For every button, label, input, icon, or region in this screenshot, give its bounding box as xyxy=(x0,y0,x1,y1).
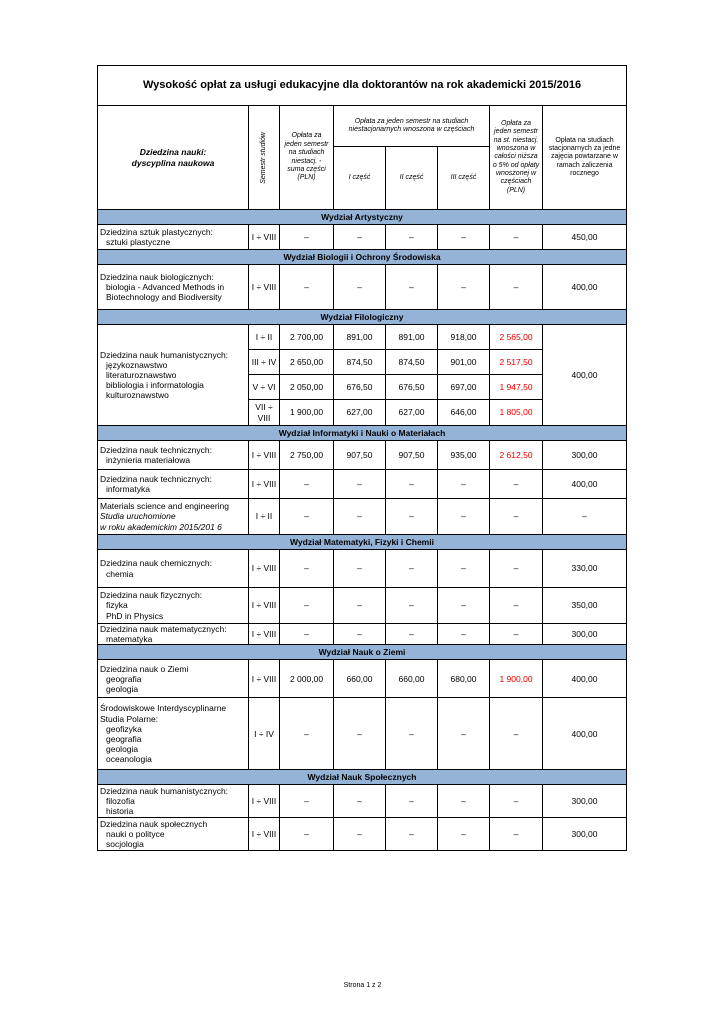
header-field: Dziedzina nauki: dyscyplina naukowa xyxy=(98,106,249,210)
table-row: Środowiskowe Interdyscyplinarne Studia Polarne: geofizyka geografia geologia oceanologia I ÷ IV – – – – – 400,00 xyxy=(98,698,627,770)
faculty-header: Wydział Biologii i Ochrony Środowiska xyxy=(98,250,627,265)
faculty-header: Wydział Nauk Społecznych xyxy=(98,770,627,785)
table-row: Dziedzina nauk humanistycznych: językoznawstwo literaturoznawstwo bibliologia i informatologia kulturoznawstwo I ÷ II 2 700,00 891,00 891,00 918,00 2 565,00 400,00 xyxy=(98,325,627,350)
header-part-1: I część xyxy=(334,147,386,210)
faculty-header: Wydział Informatyki i Nauki o Materiałach xyxy=(98,426,627,441)
header-part-time-total: Opłata za jeden semestr na studiach niestacj. - suma części (PLN) xyxy=(280,106,334,210)
table-row: V ÷ VI 2 050,00 676,50 676,50 697,00 1 947,50 xyxy=(98,375,627,400)
table-row: Dziedzina nauk technicznych: inżynieria materiałowa I ÷ VIII 2 750,00 907,50 907,50 935,00 2 612,50 300,00 xyxy=(98,441,627,470)
header-installments: Opłata za jeden semestr na studiach niestacjonarnych wnoszona w częściach xyxy=(334,106,490,147)
table-row: Materials science and engineering Studia uruchomione w roku akademickim 2015/201 6 I ÷ II – – – – – – xyxy=(98,499,627,535)
table-title: Wysokość opłat za usługi edukacyjne dla doktorantów na rok akademicki 2015/2016 xyxy=(98,66,627,106)
table-row: Dziedzina nauk technicznych: informatyka I ÷ VIII – – – – – 400,00 xyxy=(98,470,627,499)
table-row: Dziedzina nauk chemicznych: chemia I ÷ VIII – – – – – 330,00 xyxy=(98,550,627,588)
header-part-2: II część xyxy=(386,147,438,210)
table-row: Dziedzina nauk matematycznych: matematyka I ÷ VIII – – – – – 300,00 xyxy=(98,624,627,645)
fee-table xyxy=(97,65,627,851)
table-row: Dziedzina nauk o Ziemi geografia geologia I ÷ VIII 2 000,00 660,00 660,00 680,00 1 900,00 400,00 xyxy=(98,660,627,698)
table-row: Dziedzina nauk biologicznych: biologia - Advanced Methods in Biotechnology and Biodiversity I ÷ VIII – – – – – 400,00 xyxy=(98,265,627,310)
faculty-header: Wydział Filologiczny xyxy=(98,310,627,325)
table-row: Dziedzina nauk humanistycznych: filozofia historia I ÷ VIII – – – – – 300,00 xyxy=(98,785,627,818)
table-row: Dziedzina nauk społecznych nauki o polityce socjologia I ÷ VIII – – – – – 300,00 xyxy=(98,818,627,851)
header-part-3: III część xyxy=(438,147,490,210)
faculty-header: Wydział Nauk o Ziemi xyxy=(98,645,627,660)
page-footer: Strona 1 z 2 xyxy=(343,982,382,989)
table-row: Dziedzina sztuk plastycznych: sztuki plastyczne I ÷ VIII – – – – – 450,00 xyxy=(98,225,627,250)
table-row: III ÷ IV 2 650,00 874,50 874,50 901,00 2 517,50 xyxy=(98,350,627,375)
table-row: VII ÷ VIII 1 900,00 627,00 627,00 646,00 1 805,00 xyxy=(98,400,627,426)
header-semester: Semestr studiów xyxy=(249,106,280,210)
header-full-time-repeat: Opłata na studiach stacjonarnych za jedne zajęcia powtarzane w ramach zaliczenia rocznego xyxy=(543,106,627,210)
header-lump-sum: Opłata za jeden semestr na st. niestacj. wnoszona w całości niższa o 5% od opłaty wnoszonej w częściach (PLN) xyxy=(490,106,543,210)
table-row: Dziedzina nauk fizycznych: fizyka PhD in Physics I ÷ VIII – – – – – 350,00 xyxy=(98,588,627,624)
faculty-header: Wydział Artystyczny xyxy=(98,210,627,225)
faculty-header: Wydział Matematyki, Fizyki i Chemii xyxy=(98,535,627,550)
